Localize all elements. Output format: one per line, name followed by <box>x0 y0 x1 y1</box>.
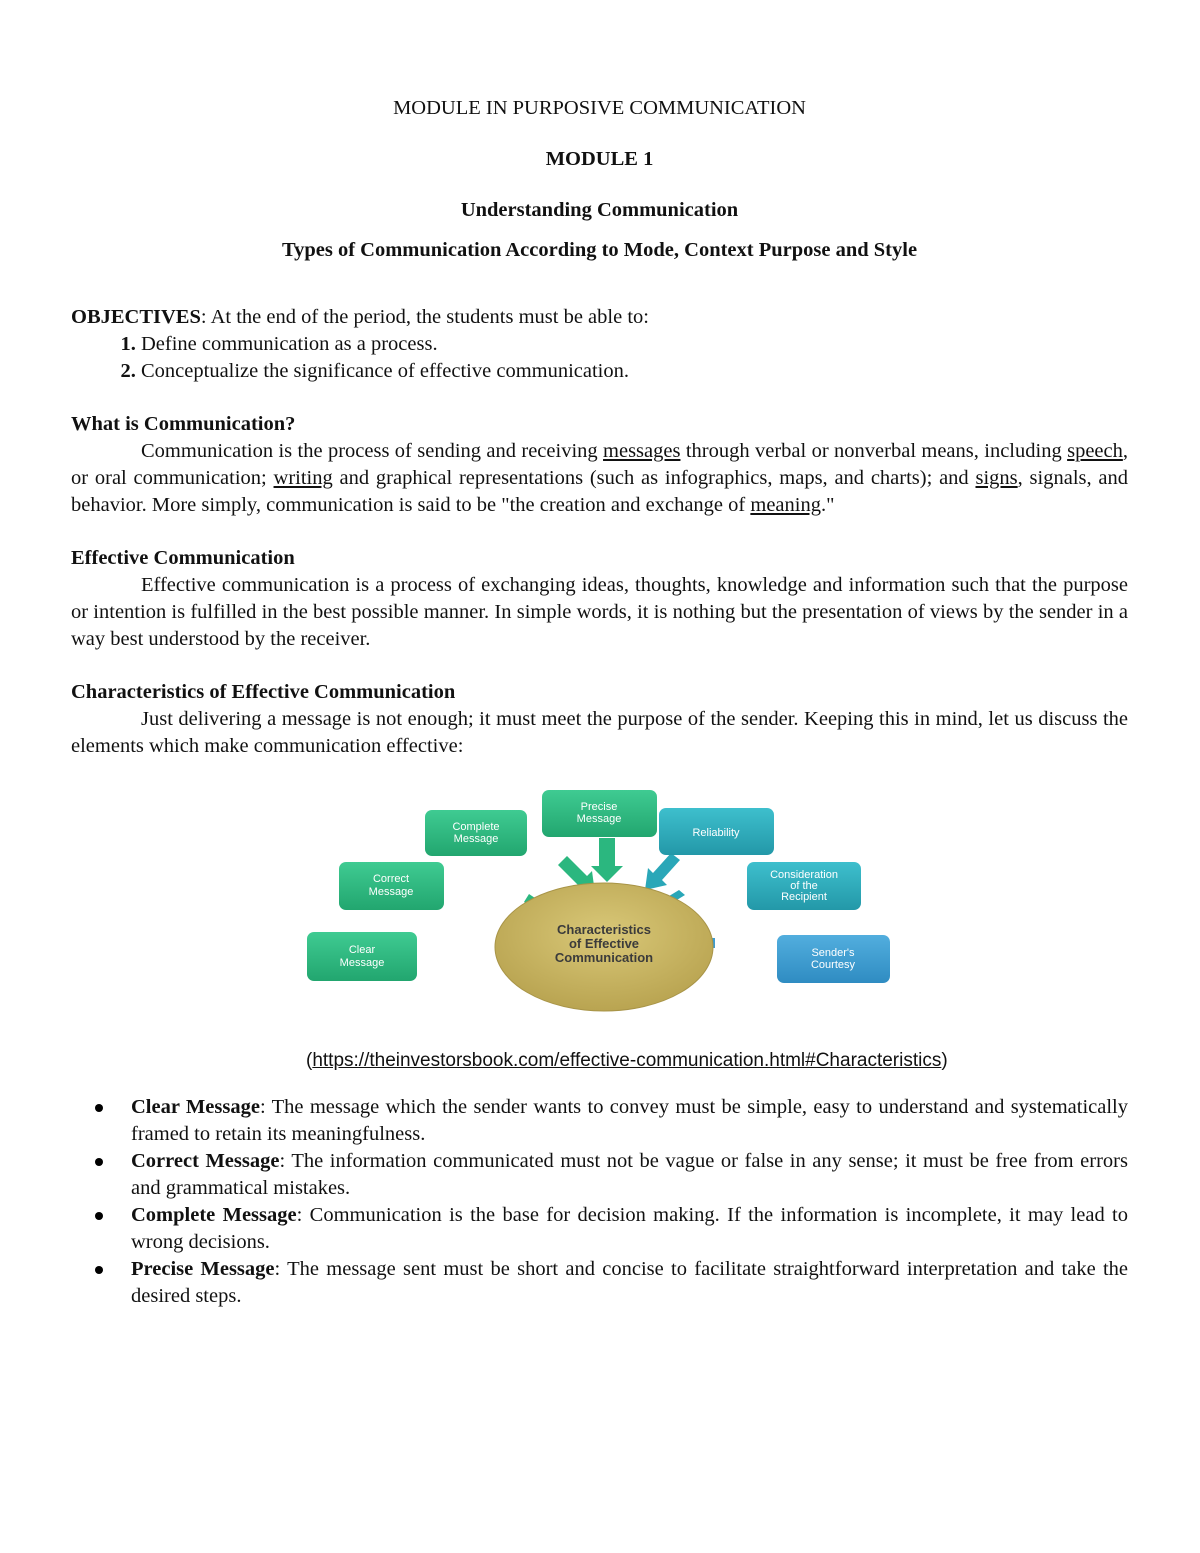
box-reliability-label: Reliability <box>692 827 740 839</box>
characteristics-paragraph: Just delivering a message is not enough; it must meet the purpose of the sender. Keeping this in mind, let us discuss the elements which make communication effective: <box>71 708 1128 757</box>
text-run: ." <box>820 494 835 516</box>
objectives-intro-text: : At the end of the period, the students must be able to: <box>200 306 649 328</box>
center-line-3: Communication <box>554 950 654 965</box>
subtopic-title: Types of Communication According to Mode, Context Purpose and Style <box>281 239 918 261</box>
objective-item: 2. Conceptualize the significance of effective communication. <box>141 358 1128 385</box>
link-writing[interactable]: writing <box>273 467 333 489</box>
module-title: MODULE IN PURPOSIVE COMMUNICATION <box>393 97 806 119</box>
list-item-term: Precise Message <box>131 1258 275 1280</box>
box-complete-label-2: Message <box>453 833 499 845</box>
diagram-svg <box>305 790 905 1025</box>
list-item-text: : Communication is the base for decision making. If the information is incomplete, it may lead to wrong decisions. <box>131 1204 1128 1253</box>
what-is-paragraph <box>71 438 1128 519</box>
list-item <box>131 1202 1128 1256</box>
list-item-text: : The message which the sender wants to convey must be simple, easy to understand and systematically framed to retain its meaningfulness. <box>131 1096 1128 1145</box>
box-consideration-label-2: of the <box>790 880 818 892</box>
effective-communication-section <box>71 545 1128 653</box>
module-number: MODULE 1 <box>545 148 654 170</box>
text-run: , or oral communication; <box>71 440 1128 489</box>
list-item-term: Complete Message <box>131 1204 297 1226</box>
list-item-text: : The information communicated must not be vague or false in any sense; it must be free from errors and grammatical mistakes. <box>131 1150 1128 1199</box>
link-messages[interactable]: messages <box>603 440 681 462</box>
effective-heading: Effective Communication <box>71 547 295 569</box>
box-complete-label-1: Complete <box>452 821 500 833</box>
text-run: , signals, and behavior. More simply, communication is said to be "the creation and exchange of <box>71 467 1129 516</box>
center-line-1: Characteristics <box>557 922 651 937</box>
link-meaning[interactable]: meaning <box>750 494 821 516</box>
text-run: and graphical representations (such as infographics, maps, and charts); and <box>332 467 976 489</box>
box-precise-label-1: Precise <box>580 801 618 813</box>
effective-paragraph: Effective communication is a process of exchanging ideas, thoughts, knowledge and information such that the purpose or intention is fulfilled in the best possible manner. In simple words, it is nothing but the presentation of views by the sender in a way best understood by the receiver. <box>71 574 1128 650</box>
characteristics-section <box>71 679 1128 760</box>
characteristics-heading: Characteristics of Effective Communication <box>71 681 456 703</box>
link-speech[interactable]: speech <box>1067 440 1123 462</box>
arrow-precise <box>591 838 623 882</box>
objectives-list <box>71 331 1128 385</box>
box-clear-label-1: Clear <box>348 944 376 956</box>
text-run: through verbal or nonverbal means, including <box>680 440 1068 462</box>
box-correct-label-2: Message <box>368 886 414 898</box>
list-item-text: : The message sent must be short and concise to facilitate straightforward interpretation and take the desired steps. <box>131 1258 1128 1307</box>
box-clear-label-2: Message <box>339 957 385 969</box>
topic-title: Understanding Communication <box>460 199 739 221</box>
arrow-reliability <box>645 853 680 890</box>
figure-source <box>306 1047 1128 1074</box>
center-line-2: of Effective <box>568 936 640 951</box>
what-is-heading: What is Communication? <box>71 413 296 435</box>
objectives-label: OBJECTIVES <box>71 306 201 328</box>
source-link[interactable]: https://theinvestorsbook.com/effective-communication.html#Characteristics <box>312 1050 942 1071</box>
characteristics-list <box>71 1094 1128 1310</box>
box-correct-label-1: Correct <box>372 873 410 885</box>
list-item <box>131 1148 1128 1202</box>
box-consideration-label-1: Consideration <box>770 869 838 881</box>
box-courtesy-label-2: Courtesy <box>810 959 856 971</box>
link-signs[interactable]: signs <box>975 467 1018 489</box>
text-run: Communication is the process of sending and receiving <box>141 440 604 462</box>
what-is-communication-section <box>71 411 1128 519</box>
source-paren-open: ( <box>306 1050 313 1071</box>
list-item-term: Correct Message <box>131 1150 280 1172</box>
source-paren-close: ) <box>941 1050 948 1071</box>
objectives-intro <box>71 304 1128 331</box>
page-content <box>71 95 1128 1310</box>
list-item <box>131 1094 1128 1148</box>
box-courtesy-label-1: Sender's <box>811 947 855 959</box>
objective-item: 1. Define communication as a process. <box>141 331 1128 358</box>
box-precise-label-2: Message <box>576 813 622 825</box>
list-item-term: Clear Message <box>131 1096 260 1118</box>
box-consideration-label-3: Recipient <box>781 891 827 903</box>
list-item <box>131 1256 1128 1310</box>
objectives-section <box>71 304 1128 385</box>
characteristics-diagram <box>305 790 905 1025</box>
